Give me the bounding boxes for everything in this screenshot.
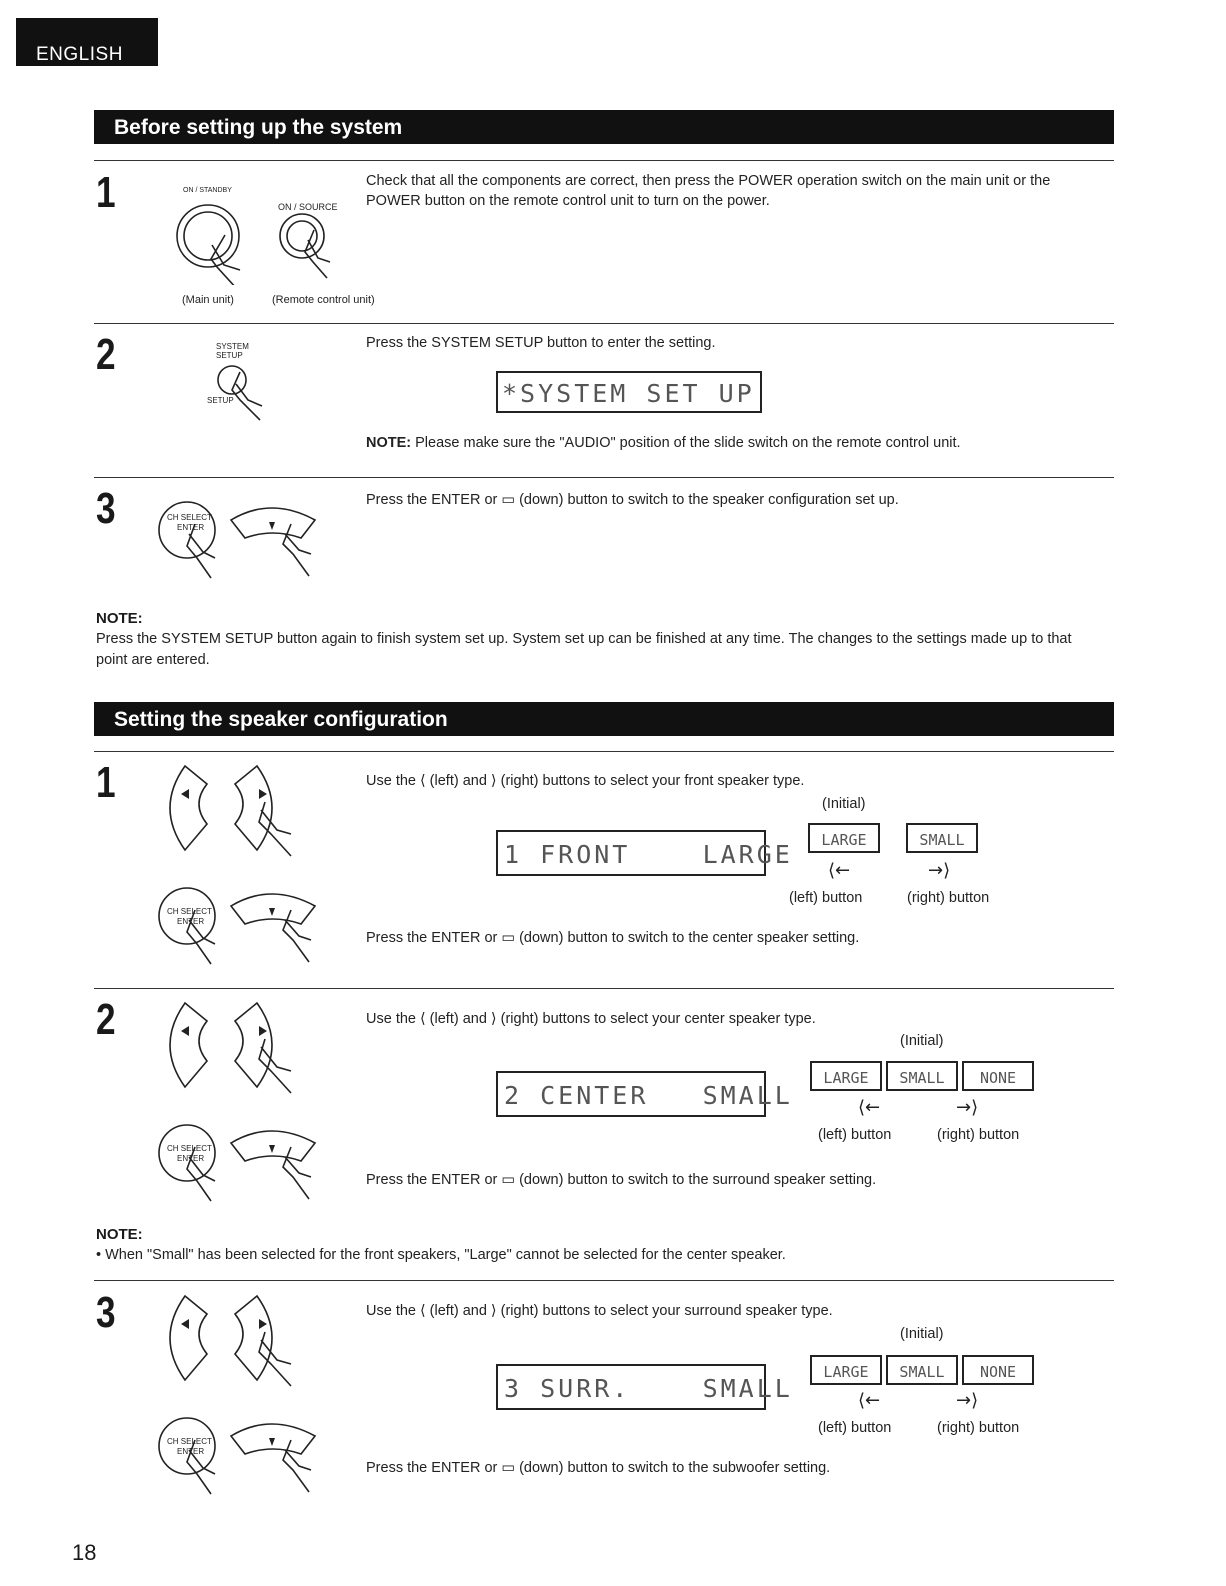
step-select-text: Use the ⟨ (left) and ⟩ (right) buttons to select your front speaker type.: [366, 773, 805, 789]
initial-label: (Initial): [822, 796, 866, 812]
divider: [94, 160, 1114, 161]
lcd-display: 1 FRONT LARGE: [496, 830, 766, 876]
initial-label: (Initial): [900, 1033, 944, 1049]
step-enter-text: Press the ENTER or ▭ (down) button to switch to the center speaker setting.: [366, 930, 860, 946]
note-text: • When "Small" has been selected for the front speakers, "Large" cannot be selected for the center speaker.: [96, 1247, 786, 1263]
enter-label: ENTER: [177, 1154, 205, 1163]
left-arrow-icon: ⟨←: [858, 1097, 881, 1118]
setup-label: SETUP: [207, 396, 234, 405]
step-select-text: Use the ⟨ (left) and ⟩ (right) buttons to select your center speaker type.: [366, 1011, 816, 1027]
step-number: 1: [96, 168, 116, 217]
note-label: NOTE:: [96, 1226, 143, 1243]
right-button-caption: (right) button: [937, 1127, 1020, 1143]
section-title-bar: [94, 702, 1114, 736]
left-arrow-icon: ⟨←: [858, 1390, 881, 1411]
lcd-display: 3 SURR. SMALL: [496, 1364, 766, 1410]
option-large: LARGE: [810, 1061, 882, 1091]
note-label: NOTE:: [366, 435, 412, 451]
divider: [94, 988, 1114, 989]
option-none: NONE: [962, 1355, 1034, 1385]
enter-label: ENTER: [177, 1447, 205, 1456]
left-button-caption: (left) button: [789, 890, 863, 906]
section-title: Before setting up the system: [114, 116, 403, 139]
option-small: SMALL: [906, 823, 978, 853]
right-arrow-icon: →⟩: [956, 1390, 979, 1411]
step-number: 2: [96, 330, 116, 379]
option-large: LARGE: [808, 823, 880, 853]
left-right-buttons-icon: [165, 760, 325, 860]
step-number: 1: [96, 758, 116, 807]
on-standby-label: ON / STANDBY: [183, 187, 232, 194]
enter-label: ENTER: [177, 523, 205, 532]
ch-select-enter-down-icon: [155, 1117, 335, 1213]
right-arrow-icon: →⟩: [956, 1097, 979, 1118]
step-number: 2: [96, 995, 116, 1044]
left-right-buttons-icon: [165, 1290, 325, 1390]
note-label: NOTE:: [96, 610, 143, 627]
setup-button-hand-icon: [210, 360, 290, 430]
ch-select-label: CH SELECT: [167, 1437, 212, 1446]
step-text: Press the ENTER or ▭ (down) button to switch to the speaker configuration set up.: [366, 492, 899, 508]
option-small: SMALL: [886, 1355, 958, 1385]
step-text: Check that all the components are correct, then press the POWER operation switch on the main unit or the POWER button on the remote control unit to turn on the power.: [366, 173, 1051, 209]
right-arrow-icon: →⟩: [928, 860, 951, 881]
step-enter-text: Press the ENTER or ▭ (down) button to switch to the surround speaker setting.: [366, 1172, 877, 1188]
note-inline: [366, 433, 961, 453]
right-button-caption: (right) button: [907, 890, 990, 906]
step-number: 3: [96, 1288, 116, 1337]
ch-select-label: CH SELECT: [167, 907, 212, 916]
left-button-caption: (left) button: [818, 1127, 892, 1143]
ch-select-enter-down-icon: [155, 880, 335, 976]
language-tab: [16, 18, 158, 66]
page-number: 18: [72, 1540, 97, 1565]
initial-label: (Initial): [900, 1326, 944, 1342]
ch-select-enter-down-icon: [155, 494, 335, 590]
left-button-caption: (left) button: [818, 1420, 892, 1436]
section-title-bar: [94, 110, 1114, 144]
note-text: Press the SYSTEM SETUP button again to finish system set up. System set up can be finished at any time. The changes to the settings made up to that point are entered.: [96, 631, 1072, 668]
right-button-caption: (right) button: [937, 1420, 1020, 1436]
ch-select-label: CH SELECT: [167, 513, 212, 522]
power-button-hand-icon: [170, 200, 370, 285]
ch-select-label: CH SELECT: [167, 1144, 212, 1153]
option-large: LARGE: [810, 1355, 882, 1385]
step-text: Press the SYSTEM SETUP button to enter the setting.: [366, 335, 716, 351]
caption-remote-unit: (Remote control unit): [272, 294, 375, 306]
caption-main-unit: (Main unit): [182, 294, 234, 306]
left-right-buttons-icon: [165, 997, 325, 1097]
option-small: SMALL: [886, 1061, 958, 1091]
note-text: Please make sure the "AUDIO" position of the slide switch on the remote control unit.: [415, 435, 961, 451]
language-tab-label: ENGLISH: [36, 44, 123, 65]
step-number: 3: [96, 484, 116, 533]
section-title: Setting the speaker configuration: [114, 708, 448, 731]
step-enter-text: Press the ENTER or ▭ (down) button to switch to the subwoofer setting.: [366, 1460, 831, 1476]
divider: [94, 477, 1114, 478]
on-source-label: ON / SOURCE: [278, 202, 338, 212]
option-none: NONE: [962, 1061, 1034, 1091]
step-select-text: Use the ⟨ (left) and ⟩ (right) buttons to select your surround speaker type.: [366, 1303, 833, 1319]
system-setup-label: SYSTEM SETUP: [216, 342, 249, 360]
lcd-display: *SYSTEM SET UP: [496, 371, 762, 413]
lcd-display: 2 CENTER SMALL: [496, 1071, 766, 1117]
divider: [94, 323, 1114, 324]
divider: [94, 1280, 1114, 1281]
ch-select-enter-down-icon: [155, 1410, 335, 1506]
left-arrow-icon: ⟨←: [828, 860, 851, 881]
divider: [94, 751, 1114, 752]
enter-label: ENTER: [177, 917, 205, 926]
